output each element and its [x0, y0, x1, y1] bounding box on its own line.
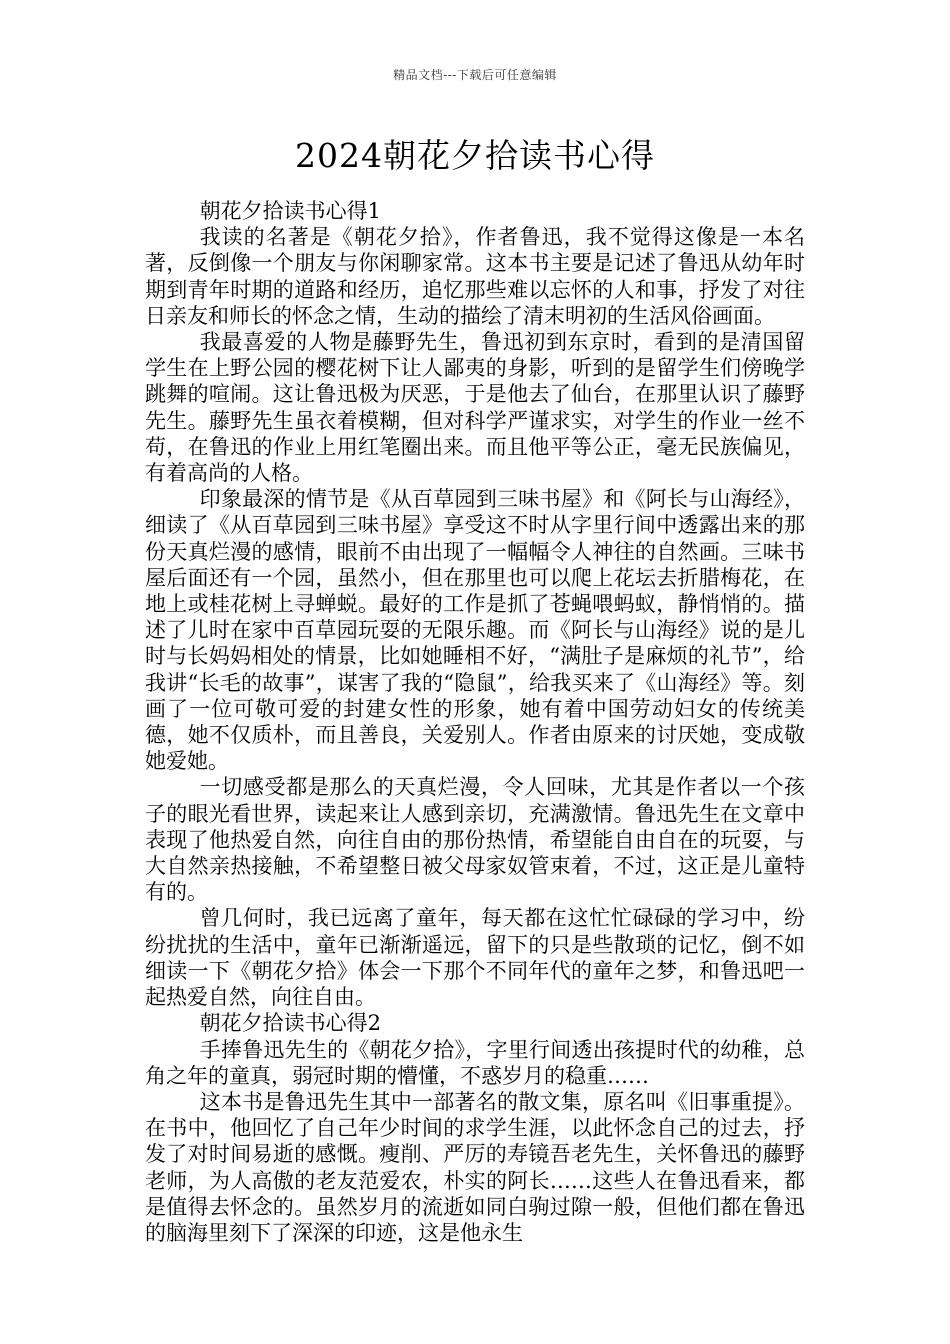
document-body — [145, 198, 805, 1246]
paragraph: 这本书是鲁迅先生其中一部著名的散文集，原名叫《旧事重提》。在书中，他回忆了自己年少时间的求学生涯，以此怀念自己的过去，抒发了对时间易逝的感慨。瘦削、严厉的寿镜吾老先生，关怀鲁迅的藤野老师，为人高傲的老友范爱农，朴实的阿长……这些人在鲁迅看来，都是值得去怀念的。虽然岁月的流逝如同白驹过隙一般，但他们都在鲁迅的脑海里刻下了深深的印迹，这是他永生 — [145, 1089, 805, 1245]
paragraph: 曾几何时，我已远离了童年，每天都在这忙忙碌碌的学习中，纷纷扰扰的生活中，童年已渐渐遥远，留下的只是些散琐的记忆，倒不如细读一下《朝花夕拾》体会一下那个不同年代的童年之梦，和鲁迅吧一起热爱自然，向往自由。 — [145, 906, 805, 1010]
paragraph: 一切感受都是那么的天真烂漫，令人回味，尤其是作者以一个孩子的眼光看世界，读起来让人感到亲切，充满激情。鲁迅先生在文章中表现了他热爱自然，向往自由的那份热情，希望能自由自在的玩耍，与大自然亲热接触，不希望整日被父母家奴管束着，不过，这正是儿童特有的。 — [145, 775, 805, 905]
header-note: 精品文档---下载后可任意编辑 — [393, 68, 557, 82]
document-title: 2024朝花夕拾读书心得 — [295, 136, 655, 175]
section-heading: 朝花夕拾读书心得2 — [199, 1011, 381, 1036]
paragraph: 我最喜爱的人物是藤野先生，鲁迅初到东京时，看到的是清国留学生在上野公园的樱花树下让人鄙夷的身影，听到的是留学生们傍晚学跳舞的喧闹。这让鲁迅极为厌恶，于是他去了仙台，在那里认识了藤野先生。藤野先生虽衣着模糊，但对科学严谨求实，对学生的作业一丝不苟，在鲁迅的作业上用红笔圈出来。而且他平等公正，毫无民族偏见，有着高尚的人格。 — [145, 330, 805, 486]
paragraph: 我读的名著是《朝花夕拾》，作者鲁迅，我不觉得这像是一本名著，反倒像一个朋友与你闲聊家常。这本书主要是记述了鲁迅从幼年时期到青年时期的道路和经历，追忆那些难以忘怀的人和事，抒发了对往日亲友和师长的怀念之情，生动的描绘了清末明初的生活风俗画面。 — [145, 225, 805, 328]
paragraph: 印象最深的情节是《从百草园到三味书屋》和《阿长与山海经》，细读了《从百草园到三味书屋》享受这不时从字里行间中透露出来的那份天真烂漫的感情，眼前不由出现了一幅幅令人神往的自然画。三味书屋后面还有一个园，虽然小，但在那里也可以爬上花坛去折腊梅花，在地上或桂花树上寻蝉蜕。最好的工作是抓了苍蝇喂蚂蚁，静悄悄的。描述了儿时在家中百草园玩耍的无限乐趣。而《阿长与山海经》说的是儿时与长妈妈相处的情景，比如她睡相不好，“满肚子是麻烦的礼节”，给我讲“长毛的故事”，谋害了我的“隐鼠”，给我买来了《山海经》等。刻画了一位可敬可爱的封建女性的形象，她有着中国劳动妇女的传统美德，她不仅质朴，而且善良，关爱别人。作者由原来的讨厌她，变成敬她爱她。 — [145, 487, 805, 774]
paragraph: 手捧鲁迅先生的《朝花夕拾》，字里行间透出孩提时代的幼稚，总角之年的童真，弱冠时期的懵懂，不惑岁月的稳重…… — [145, 1037, 805, 1088]
section-heading: 朝花夕拾读书心得1 — [199, 199, 381, 223]
